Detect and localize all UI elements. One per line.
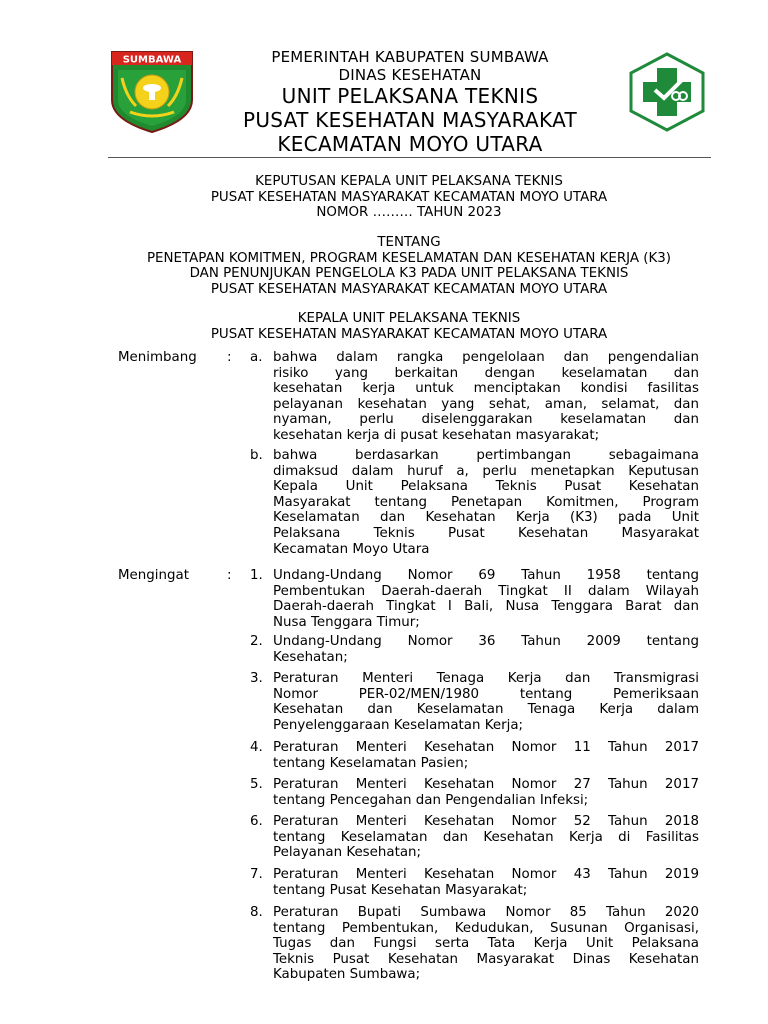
text-line: risiko yang berkaitan dengan keselamatan dan xyxy=(273,365,699,381)
header-line-3: UNIT PELAKSANA TEKNIS xyxy=(281,84,539,108)
mengingat-item-2 xyxy=(273,634,699,665)
text-line: Masyarakat tentang Penetapan Komitmen, Program xyxy=(273,494,699,510)
text-line: tentang Keselamatan Pasien; xyxy=(273,755,469,771)
mengingat-item-7-marker: 7. xyxy=(250,867,263,882)
text-line: Peraturan Menteri Kesehatan Nomor 11 Tahun 2017 xyxy=(273,740,699,755)
mengingat-item-8 xyxy=(273,905,699,983)
text-line: Kepala Unit Pelaksana Teknis Pusat Kesehatan xyxy=(273,479,699,495)
menimbang-item-b xyxy=(273,448,699,557)
text-line: tentang Pencegahan dan Pengendalian Infeksi; xyxy=(273,792,589,808)
mengingat-item-2-marker: 2. xyxy=(250,634,263,649)
text-line: Peraturan Menteri Tenaga Kerja dan Transmigrasi xyxy=(273,671,699,686)
text-line: Kabupaten Sumbawa; xyxy=(273,967,421,983)
sumbawa-regency-logo xyxy=(108,48,196,134)
text-line: tentang Pembentukan, Kedudukan, Susunan Organisasi, xyxy=(273,920,699,936)
menimbang-colon: : xyxy=(227,350,232,365)
tentang-heading: TENTANG xyxy=(377,235,441,250)
text-line: Pembentukan Daerah-daerah Tingkat II dalam Wilayah xyxy=(273,583,699,599)
text-line: Kesehatan; xyxy=(273,649,348,665)
subject-line-2: DAN PENUNJUKAN PENGELOLA K3 PADA UNIT PELAKSANA TEKNIS xyxy=(189,266,629,282)
issuer-line-2: PUSAT KESEHATAN MASYARAKAT KECAMATAN MOYO UTARA xyxy=(210,326,608,342)
mengingat-item-6 xyxy=(273,814,699,861)
text-line: tentang Keselamatan dan Kesehatan Kerja di Fasilitas xyxy=(273,829,699,845)
decree-title-line-1: KEPUTUSAN KEPALA UNIT PELAKSANA TEKNIS xyxy=(255,174,563,189)
text-line: Pelaksana Teknis Pusat Kesehatan Masyarakat xyxy=(273,525,699,541)
text-line: Pelayanan Kesehatan; xyxy=(273,845,422,861)
logo-text: SUMBAWA xyxy=(122,54,182,66)
mengingat-item-5-marker: 5. xyxy=(250,777,263,792)
mengingat-item-3 xyxy=(273,671,699,733)
mengingat-item-7 xyxy=(273,867,699,898)
issuer-block xyxy=(60,311,758,342)
text-line: kesehatan kerja untuk menciptakan kondisi fasilitas xyxy=(273,381,699,397)
header-line-2: DINAS KESEHATAN xyxy=(338,66,482,84)
decree-title-line-2: PUSAT KESEHATAN MASYARAKAT KECAMATAN MOYO UTARA xyxy=(210,189,608,205)
text-line: Kecamatan Moyo Utara xyxy=(273,541,430,557)
text-line: Peraturan Menteri Kesehatan Nomor 43 Tahun 2019 xyxy=(273,867,699,882)
text-line: tentang Pusat Kesehatan Masyarakat; xyxy=(273,882,528,898)
text-line: Keselamatan dan Kesehatan Kerja (K3) pada Unit xyxy=(273,510,699,526)
text-line: kesehatan kerja di pusat kesehatan masyarakat; xyxy=(273,427,600,443)
text-line: Tugas dan Fungsi serta Tata Kerja Unit Pelaksana xyxy=(273,936,699,952)
mengingat-colon: : xyxy=(227,568,232,583)
text-line: nyaman, perlu diselenggarakan keselamatan dan xyxy=(273,412,699,428)
text-line: Nusa Tenggara Timur; xyxy=(273,614,420,630)
mengingat-label: Mengingat xyxy=(118,568,189,583)
mengingat-item-3-marker: 3. xyxy=(250,671,263,686)
text-line: Teknis Pusat Kesehatan Masyarakat Dinas Kesehatan xyxy=(273,951,699,967)
text-line: Peraturan Bupati Sumbawa Nomor 85 Tahun 2020 xyxy=(273,905,699,920)
subject-line-1: PENETAPAN KOMITMEN, PROGRAM KESELAMATAN DAN KESEHATAN KERJA (K3) xyxy=(146,250,672,266)
mengingat-item-6-marker: 6. xyxy=(250,814,263,829)
decree-subject xyxy=(60,235,758,297)
mengingat-item-8-marker: 8. xyxy=(250,905,263,920)
text-line: bahwa berdasarkan pertimbangan sebagaimana xyxy=(273,448,699,463)
text-line: bahwa dalam rangka pengelolaan dan pengendalian xyxy=(273,350,699,365)
subject-line-3: PUSAT KESEHATAN MASYARAKAT KECAMATAN MOYO UTARA xyxy=(210,281,608,297)
text-line: Undang-Undang Nomor 36 Tahun 2009 tentang xyxy=(273,634,699,649)
mengingat-item-4 xyxy=(273,740,699,771)
text-line: Daerah-daerah Tingkat I Bali, Nusa Tenggara Barat dan xyxy=(273,599,699,615)
menimbang-item-a xyxy=(273,350,699,444)
issuer-line-1: KEPALA UNIT PELAKSANA TEKNIS xyxy=(297,311,521,326)
header-line-1: PEMERINTAH KABUPATEN SUMBAWA xyxy=(271,48,549,66)
text-line: Penyelenggaraan Keselamatan Kerja; xyxy=(273,717,524,733)
text-line: Undang-Undang Nomor 69 Tahun 1958 tentang xyxy=(273,568,699,583)
header-line-4: PUSAT KESEHATAN MASYARAKAT xyxy=(242,108,578,132)
decree-title xyxy=(60,174,758,221)
mengingat-item-4-marker: 4. xyxy=(250,740,263,755)
menimbang-item-a-marker: a. xyxy=(250,350,263,365)
decree-number: NOMOR ……… TAHUN 2023 xyxy=(316,205,502,221)
puskesmas-logo xyxy=(626,52,708,132)
text-line: Peraturan Menteri Kesehatan Nomor 52 Tahun 2018 xyxy=(273,814,699,829)
mengingat-item-1 xyxy=(273,568,699,630)
menimbang-item-b-marker: b. xyxy=(250,448,263,463)
text-line: pelayanan kesehatan yang sehat, aman, selamat, dan xyxy=(273,396,699,412)
mengingat-item-1-marker: 1. xyxy=(250,568,263,583)
letterhead xyxy=(200,48,620,156)
header-line-5: KECAMATAN MOYO UTARA xyxy=(277,132,543,156)
text-line: Kesehatan dan Keselamatan Tenaga Kerja dalam xyxy=(273,702,699,718)
text-line: Peraturan Menteri Kesehatan Nomor 27 Tahun 2017 xyxy=(273,777,699,792)
header-divider xyxy=(108,157,711,158)
text-line: Nomor PER-02/MEN/1980 tentang Pemeriksaan xyxy=(273,686,699,702)
mengingat-item-5 xyxy=(273,777,699,808)
menimbang-label: Menimbang xyxy=(118,350,197,365)
text-line: dimaksud dalam huruf a, perlu menetapkan Keputusan xyxy=(273,463,699,479)
